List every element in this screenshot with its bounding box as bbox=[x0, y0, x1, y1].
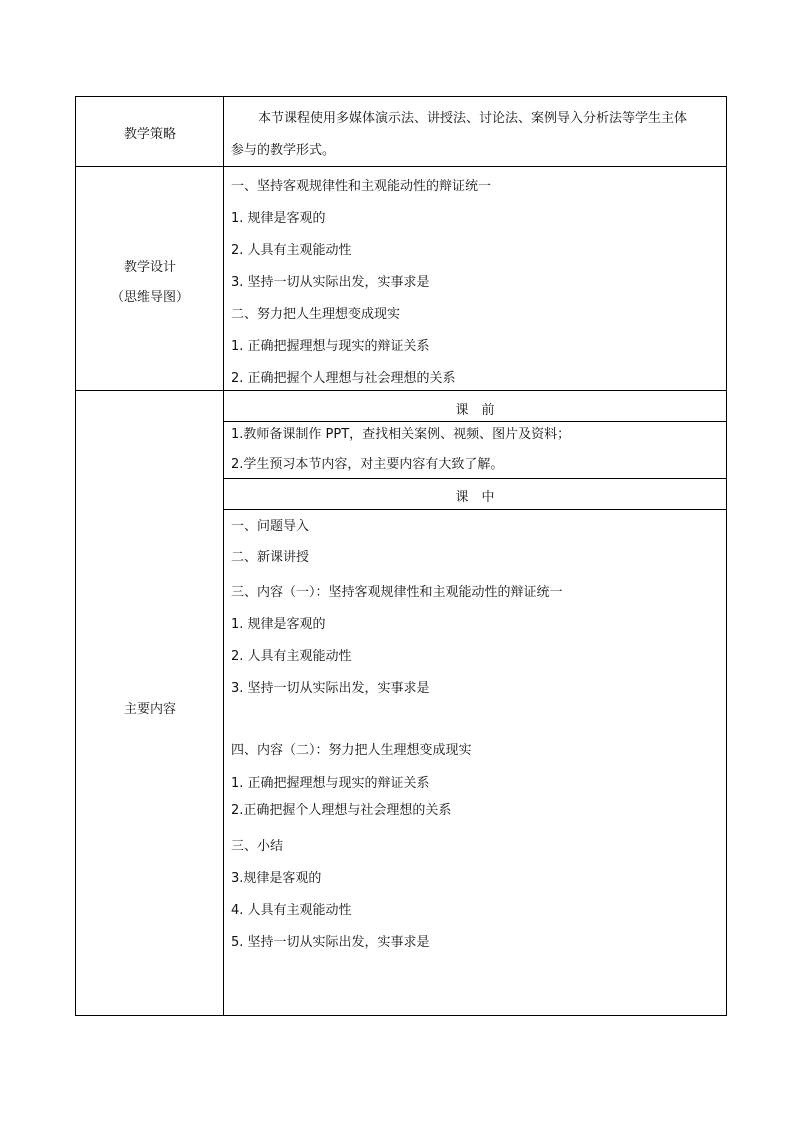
row-divider bbox=[76, 166, 726, 167]
lesson-plan-table bbox=[75, 96, 727, 1016]
main-content-label: 主要内容 bbox=[123, 702, 176, 717]
in-class-item: 1. 正确把握理想与现实的辩证关系 bbox=[231, 776, 430, 791]
row-divider bbox=[224, 478, 726, 479]
column-divider bbox=[223, 97, 224, 1015]
before-class-header: 课 前 bbox=[455, 403, 495, 418]
design-item: 一、坚持客观规律性和主观能动性的辩证统一 bbox=[231, 179, 492, 194]
in-class-item: 1. 规律是客观的 bbox=[231, 617, 326, 632]
in-class-item: 3. 坚持一切从实际出发，实事求是 bbox=[231, 681, 430, 696]
design-item: 1. 正确把握理想与现实的辩证关系 bbox=[231, 339, 430, 354]
design-item: 二、努力把人生理想变成现实 bbox=[231, 307, 401, 322]
before-class-item: 1.教师备课制作 PPT，查找相关案例、视频、图片及资料； bbox=[231, 427, 571, 442]
in-class-item: 2.正确把握个人理想与社会理想的关系 bbox=[231, 803, 452, 818]
in-class-item: 4. 人具有主观能动性 bbox=[231, 903, 352, 918]
in-class-item: 四、内容（二）：努力把人生理想变成现实 bbox=[231, 743, 472, 758]
in-class-item: 三、内容（一）：坚持客观规律性和主观能动性的辩证统一 bbox=[231, 585, 563, 600]
strategy-text-line: 本节课程使用多媒体演示法、讲授法、讨论法、案例导入分析法等学生主体 bbox=[258, 111, 688, 126]
design-label-sub: （思维导图） bbox=[110, 290, 189, 305]
design-item: 3. 坚持一切从实际出发，实事求是 bbox=[231, 275, 430, 290]
in-class-item: 2. 人具有主观能动性 bbox=[231, 649, 352, 664]
before-class-item: 2.学生预习本节内容，对主要内容有大致了解。 bbox=[231, 457, 504, 472]
in-class-item: 二、新课讲授 bbox=[231, 550, 310, 565]
design-item: 1. 规律是客观的 bbox=[231, 211, 326, 226]
design-label: 教学设计 bbox=[123, 260, 176, 275]
in-class-header: 课 中 bbox=[455, 490, 495, 505]
design-item: 2. 正确把握个人理想与社会理想的关系 bbox=[231, 371, 456, 386]
in-class-item: 3.规律是客观的 bbox=[231, 871, 322, 886]
strategy-text-line: 参与的教学形式。 bbox=[231, 143, 336, 158]
strategy-label: 教学策略 bbox=[123, 127, 176, 142]
row-divider bbox=[224, 509, 726, 510]
in-class-item: 5. 坚持一切从实际出发，实事求是 bbox=[231, 935, 430, 950]
in-class-item: 三、小结 bbox=[231, 839, 284, 854]
row-divider bbox=[76, 390, 726, 391]
row-divider bbox=[224, 421, 726, 422]
in-class-item: 一、问题导入 bbox=[231, 519, 310, 534]
design-item: 2. 人具有主观能动性 bbox=[231, 243, 352, 258]
